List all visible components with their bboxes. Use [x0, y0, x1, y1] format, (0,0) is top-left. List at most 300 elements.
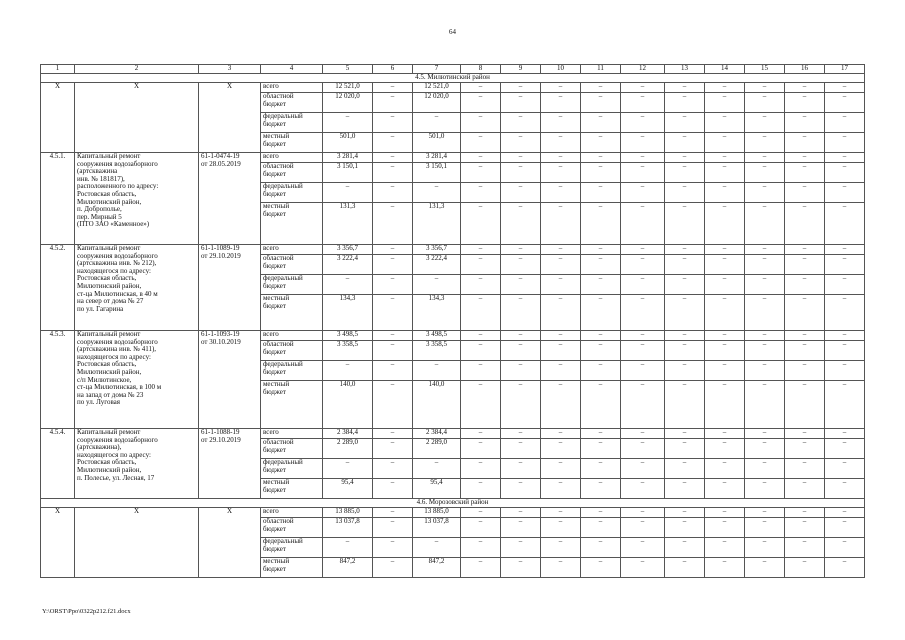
- column-number-cell: 2: [75, 65, 199, 74]
- column-number-cell: 7: [413, 65, 461, 74]
- value-col17: –: [825, 245, 865, 255]
- item-description: Капитальный ремонт сооружения водозаборного (артскважина инв. № 212), находящегося по адресу: Ростовская область, Милютинский район, ст-ца Милютинская, в 40 м на север от дома № 27 по ул. Гагарина: [75, 245, 199, 331]
- value-col8: –: [461, 538, 501, 558]
- value-col15: –: [745, 245, 785, 255]
- item-number: 4.5.3.: [41, 331, 75, 429]
- value-col13: –: [665, 459, 705, 479]
- value-col8: –: [461, 558, 501, 578]
- item-row: [41, 245, 865, 255]
- column-number-cell: 13: [665, 65, 705, 74]
- value-col11: –: [581, 558, 621, 578]
- value-col11: –: [581, 255, 621, 275]
- value-col17: –: [825, 361, 865, 381]
- funding-source-label: федеральный бюджет: [261, 361, 323, 381]
- value-col13: –: [665, 331, 705, 341]
- value-col5: 3 281,4: [323, 153, 373, 163]
- column-number-cell: 16: [785, 65, 825, 74]
- value-col6: –: [373, 341, 413, 361]
- value-col16: –: [785, 439, 825, 459]
- value-col12: –: [621, 163, 665, 183]
- column-number-cell: 8: [461, 65, 501, 74]
- value-col6: –: [373, 361, 413, 381]
- value-col9: –: [501, 381, 541, 429]
- value-col10: –: [541, 295, 581, 331]
- value-col5: 3 356,7: [323, 245, 373, 255]
- value-col15: –: [745, 538, 785, 558]
- value-col13: –: [665, 255, 705, 275]
- value-col16: –: [785, 429, 825, 439]
- value-col5: 134,3: [323, 295, 373, 331]
- value-col11: –: [581, 439, 621, 459]
- value-col16: –: [785, 381, 825, 429]
- item-description: Капитальный ремонт сооружения водозаборного (артскважина инв. № 181817), расположенного по адресу: Ростовская область, Милютинский район, п. Доброполье, пер. Мирный 5 (ПТО ЗАО «Каменное»): [75, 153, 199, 245]
- value-col15: –: [745, 295, 785, 331]
- value-col8: –: [461, 153, 501, 163]
- funding-source-label: федеральный бюджет: [261, 183, 323, 203]
- value-col5: 2 384,4: [323, 429, 373, 439]
- value-col10: –: [541, 183, 581, 203]
- value-col9: –: [501, 361, 541, 381]
- value-col9: –: [501, 331, 541, 341]
- value-col12: –: [621, 83, 665, 93]
- value-col11: –: [581, 275, 621, 295]
- value-col11: –: [581, 361, 621, 381]
- funding-source-label: местный бюджет: [261, 479, 323, 499]
- value-col11: –: [581, 295, 621, 331]
- value-col13: –: [665, 275, 705, 295]
- value-col11: –: [581, 245, 621, 255]
- value-col10: –: [541, 113, 581, 133]
- value-col5: 13 885,0: [323, 508, 373, 518]
- value-col7: –: [413, 183, 461, 203]
- value-col8: –: [461, 133, 501, 153]
- funding-source-label: областной бюджет: [261, 341, 323, 361]
- value-col14: –: [705, 508, 745, 518]
- value-col8: –: [461, 459, 501, 479]
- value-col7: 13 885,0: [413, 508, 461, 518]
- value-col8: –: [461, 255, 501, 275]
- value-col17: –: [825, 429, 865, 439]
- value-col17: –: [825, 479, 865, 499]
- value-col6: –: [373, 245, 413, 255]
- funding-source-label: всего: [261, 429, 323, 439]
- section-title-row: [41, 499, 865, 508]
- value-col7: 501,0: [413, 133, 461, 153]
- value-col10: –: [541, 153, 581, 163]
- value-col15: –: [745, 153, 785, 163]
- value-col9: –: [501, 341, 541, 361]
- value-col7: 3 358,5: [413, 341, 461, 361]
- value-col13: –: [665, 245, 705, 255]
- value-col16: –: [785, 479, 825, 499]
- value-col10: –: [541, 538, 581, 558]
- value-col9: –: [501, 429, 541, 439]
- section-title: 4.6. Морозовский район: [41, 499, 865, 508]
- value-col8: –: [461, 275, 501, 295]
- value-col14: –: [705, 133, 745, 153]
- value-col15: –: [745, 275, 785, 295]
- value-col10: –: [541, 133, 581, 153]
- value-col8: –: [461, 331, 501, 341]
- value-col12: –: [621, 429, 665, 439]
- value-col6: –: [373, 203, 413, 245]
- value-col17: –: [825, 508, 865, 518]
- value-col12: –: [621, 479, 665, 499]
- value-col12: –: [621, 508, 665, 518]
- value-col13: –: [665, 163, 705, 183]
- value-col6: –: [373, 429, 413, 439]
- value-col11: –: [581, 331, 621, 341]
- value-col17: –: [825, 153, 865, 163]
- file-path-footer: Y:\ORST\Ppo\0322p212.f21.docx: [42, 608, 131, 615]
- value-col17: –: [825, 83, 865, 93]
- value-col15: –: [745, 341, 785, 361]
- value-col6: –: [373, 538, 413, 558]
- value-col7: 140,0: [413, 381, 461, 429]
- funding-source-label: областной бюджет: [261, 518, 323, 538]
- value-col13: –: [665, 381, 705, 429]
- column-number-cell: 5: [323, 65, 373, 74]
- value-col5: 3 150,1: [323, 163, 373, 183]
- value-col12: –: [621, 275, 665, 295]
- value-col6: –: [373, 93, 413, 113]
- value-col11: –: [581, 153, 621, 163]
- value-col14: –: [705, 163, 745, 183]
- value-col12: –: [621, 361, 665, 381]
- column-number-cell: 10: [541, 65, 581, 74]
- value-col12: –: [621, 203, 665, 245]
- value-col13: –: [665, 113, 705, 133]
- value-col14: –: [705, 83, 745, 93]
- value-col17: –: [825, 331, 865, 341]
- funding-source-label: федеральный бюджет: [261, 459, 323, 479]
- value-col7: 2 289,0: [413, 439, 461, 459]
- value-col11: –: [581, 518, 621, 538]
- value-col16: –: [785, 93, 825, 113]
- value-col17: –: [825, 538, 865, 558]
- item-document: 61-1-0474-19 от 28.05.2019: [199, 153, 261, 245]
- value-col16: –: [785, 113, 825, 133]
- value-col13: –: [665, 153, 705, 163]
- value-col14: –: [705, 203, 745, 245]
- value-col7: 3 356,7: [413, 245, 461, 255]
- value-col12: –: [621, 113, 665, 133]
- value-col9: –: [501, 479, 541, 499]
- funding-source-label: всего: [261, 245, 323, 255]
- value-col8: –: [461, 163, 501, 183]
- value-col9: –: [501, 538, 541, 558]
- value-col14: –: [705, 153, 745, 163]
- value-col12: –: [621, 153, 665, 163]
- funding-source-label: федеральный бюджет: [261, 113, 323, 133]
- value-col9: –: [501, 558, 541, 578]
- value-col9: –: [501, 203, 541, 245]
- item-number: 4.5.4.: [41, 429, 75, 499]
- value-col5: 131,3: [323, 203, 373, 245]
- value-col17: –: [825, 133, 865, 153]
- value-col9: –: [501, 163, 541, 183]
- value-col8: –: [461, 381, 501, 429]
- value-col9: –: [501, 295, 541, 331]
- value-col14: –: [705, 341, 745, 361]
- value-col15: –: [745, 93, 785, 113]
- value-col16: –: [785, 245, 825, 255]
- value-col16: –: [785, 341, 825, 361]
- value-col10: –: [541, 163, 581, 183]
- value-col5: –: [323, 538, 373, 558]
- value-col6: –: [373, 381, 413, 429]
- value-col15: –: [745, 479, 785, 499]
- value-col14: –: [705, 381, 745, 429]
- item-row: [41, 153, 865, 163]
- column-number-cell: 4: [261, 65, 323, 74]
- value-col7: 2 384,4: [413, 429, 461, 439]
- funding-source-label: местный бюджет: [261, 558, 323, 578]
- value-col9: –: [501, 83, 541, 93]
- value-col15: –: [745, 133, 785, 153]
- value-col15: –: [745, 439, 785, 459]
- value-col9: –: [501, 459, 541, 479]
- value-col6: –: [373, 295, 413, 331]
- value-col14: –: [705, 429, 745, 439]
- value-col8: –: [461, 245, 501, 255]
- value-col16: –: [785, 508, 825, 518]
- value-col17: –: [825, 275, 865, 295]
- value-col17: –: [825, 341, 865, 361]
- value-col10: –: [541, 331, 581, 341]
- funding-source-label: областной бюджет: [261, 255, 323, 275]
- value-col8: –: [461, 518, 501, 538]
- value-col15: –: [745, 203, 785, 245]
- value-col14: –: [705, 518, 745, 538]
- funding-source-label: местный бюджет: [261, 381, 323, 429]
- item-number: 4.5.2.: [41, 245, 75, 331]
- budget-table: [40, 64, 865, 578]
- value-col17: –: [825, 255, 865, 275]
- value-col15: –: [745, 518, 785, 538]
- value-col8: –: [461, 508, 501, 518]
- value-col13: –: [665, 183, 705, 203]
- value-col10: –: [541, 83, 581, 93]
- value-col14: –: [705, 459, 745, 479]
- value-col10: –: [541, 459, 581, 479]
- value-col15: –: [745, 83, 785, 93]
- value-col12: –: [621, 518, 665, 538]
- value-col12: –: [621, 381, 665, 429]
- value-col11: –: [581, 479, 621, 499]
- value-col7: 13 037,8: [413, 518, 461, 538]
- value-col11: –: [581, 163, 621, 183]
- value-col8: –: [461, 479, 501, 499]
- column-number-cell: 15: [745, 65, 785, 74]
- page-number: 64: [449, 28, 456, 36]
- value-col7: 3 281,4: [413, 153, 461, 163]
- value-col17: –: [825, 163, 865, 183]
- value-col17: –: [825, 183, 865, 203]
- value-col16: –: [785, 255, 825, 275]
- value-col9: –: [501, 439, 541, 459]
- funding-source-label: всего: [261, 83, 323, 93]
- value-col7: 3 222,4: [413, 255, 461, 275]
- value-col15: –: [745, 331, 785, 341]
- value-col17: –: [825, 381, 865, 429]
- funding-source-label: местный бюджет: [261, 203, 323, 245]
- column-number-cell: 11: [581, 65, 621, 74]
- value-col16: –: [785, 153, 825, 163]
- value-col11: –: [581, 508, 621, 518]
- column-number-cell: 6: [373, 65, 413, 74]
- value-col5: 3 358,5: [323, 341, 373, 361]
- value-col17: –: [825, 439, 865, 459]
- value-col14: –: [705, 183, 745, 203]
- value-col14: –: [705, 255, 745, 275]
- funding-source-label: федеральный бюджет: [261, 275, 323, 295]
- value-col10: –: [541, 245, 581, 255]
- value-col6: –: [373, 113, 413, 133]
- value-col11: –: [581, 113, 621, 133]
- value-col15: –: [745, 508, 785, 518]
- column-number-row: [41, 65, 865, 74]
- total-mark: Х: [75, 83, 199, 153]
- value-col15: –: [745, 381, 785, 429]
- value-col7: –: [413, 538, 461, 558]
- value-col9: –: [501, 275, 541, 295]
- value-col14: –: [705, 295, 745, 331]
- value-col10: –: [541, 381, 581, 429]
- value-col9: –: [501, 113, 541, 133]
- item-row: [41, 429, 865, 439]
- value-col6: –: [373, 518, 413, 538]
- value-col15: –: [745, 459, 785, 479]
- value-col7: 12 521,0: [413, 83, 461, 93]
- value-col6: –: [373, 275, 413, 295]
- value-col9: –: [501, 183, 541, 203]
- value-col16: –: [785, 518, 825, 538]
- value-col10: –: [541, 558, 581, 578]
- funding-source-label: областной бюджет: [261, 439, 323, 459]
- value-col5: 501,0: [323, 133, 373, 153]
- value-col13: –: [665, 83, 705, 93]
- item-document: 61-1-1089-19 от 29.10.2019: [199, 245, 261, 331]
- value-col12: –: [621, 331, 665, 341]
- value-col7: 847,2: [413, 558, 461, 578]
- item-document: 61-1-1093-19 от 30.10.2019: [199, 331, 261, 429]
- value-col15: –: [745, 429, 785, 439]
- total-mark: Х: [75, 508, 199, 578]
- value-col15: –: [745, 113, 785, 133]
- value-col5: 847,2: [323, 558, 373, 578]
- value-col16: –: [785, 558, 825, 578]
- value-col8: –: [461, 361, 501, 381]
- value-col6: –: [373, 331, 413, 341]
- value-col14: –: [705, 275, 745, 295]
- value-col14: –: [705, 538, 745, 558]
- value-col10: –: [541, 439, 581, 459]
- value-col12: –: [621, 459, 665, 479]
- item-row: [41, 331, 865, 341]
- value-col14: –: [705, 361, 745, 381]
- value-col5: 2 289,0: [323, 439, 373, 459]
- total-mark: Х: [41, 83, 75, 153]
- section-title-row: [41, 74, 865, 83]
- value-col16: –: [785, 203, 825, 245]
- value-col6: –: [373, 558, 413, 578]
- value-col7: 95,4: [413, 479, 461, 499]
- value-col6: –: [373, 479, 413, 499]
- value-col16: –: [785, 459, 825, 479]
- value-col14: –: [705, 113, 745, 133]
- value-col6: –: [373, 439, 413, 459]
- value-col16: –: [785, 331, 825, 341]
- item-description: Капитальный ремонт сооружения водозаборного (артскважина инв. № 411), находящегося по адресу: Ростовская область, Милютинский район, с/п Милютинское, ст-ца Милютинская, в 100 м на запад от дома № 23 по ул. Луговая: [75, 331, 199, 429]
- value-col17: –: [825, 558, 865, 578]
- value-col8: –: [461, 183, 501, 203]
- value-col13: –: [665, 341, 705, 361]
- value-col12: –: [621, 295, 665, 331]
- section-title: 4.5. Милютинский район: [41, 74, 865, 83]
- value-col11: –: [581, 459, 621, 479]
- value-col7: 3 150,1: [413, 163, 461, 183]
- value-col15: –: [745, 558, 785, 578]
- funding-source-label: местный бюджет: [261, 295, 323, 331]
- value-col10: –: [541, 361, 581, 381]
- value-col5: 12 020,0: [323, 93, 373, 113]
- value-col13: –: [665, 518, 705, 538]
- total-mark: Х: [41, 508, 75, 578]
- value-col9: –: [501, 255, 541, 275]
- value-col14: –: [705, 479, 745, 499]
- funding-source-label: всего: [261, 153, 323, 163]
- value-col13: –: [665, 439, 705, 459]
- funding-source-label: всего: [261, 331, 323, 341]
- value-col9: –: [501, 153, 541, 163]
- value-col11: –: [581, 381, 621, 429]
- value-col11: –: [581, 93, 621, 113]
- value-col8: –: [461, 93, 501, 113]
- column-number-cell: 12: [621, 65, 665, 74]
- value-col5: –: [323, 113, 373, 133]
- value-col13: –: [665, 538, 705, 558]
- column-number-cell: 3: [199, 65, 261, 74]
- value-col6: –: [373, 183, 413, 203]
- value-col17: –: [825, 113, 865, 133]
- value-col17: –: [825, 295, 865, 331]
- value-col8: –: [461, 295, 501, 331]
- value-col10: –: [541, 518, 581, 538]
- funding-source-label: всего: [261, 508, 323, 518]
- value-col9: –: [501, 508, 541, 518]
- value-col6: –: [373, 508, 413, 518]
- value-col10: –: [541, 255, 581, 275]
- value-col12: –: [621, 439, 665, 459]
- column-number-cell: 1: [41, 65, 75, 74]
- value-col13: –: [665, 295, 705, 331]
- value-col13: –: [665, 93, 705, 113]
- value-col7: –: [413, 459, 461, 479]
- value-col12: –: [621, 93, 665, 113]
- value-col5: 3 498,5: [323, 331, 373, 341]
- value-col10: –: [541, 508, 581, 518]
- section-total-row: [41, 83, 865, 93]
- value-col11: –: [581, 203, 621, 245]
- value-col12: –: [621, 133, 665, 153]
- section-total-row: [41, 508, 865, 518]
- column-number-cell: 14: [705, 65, 745, 74]
- value-col11: –: [581, 133, 621, 153]
- value-col8: –: [461, 429, 501, 439]
- value-col12: –: [621, 558, 665, 578]
- value-col13: –: [665, 558, 705, 578]
